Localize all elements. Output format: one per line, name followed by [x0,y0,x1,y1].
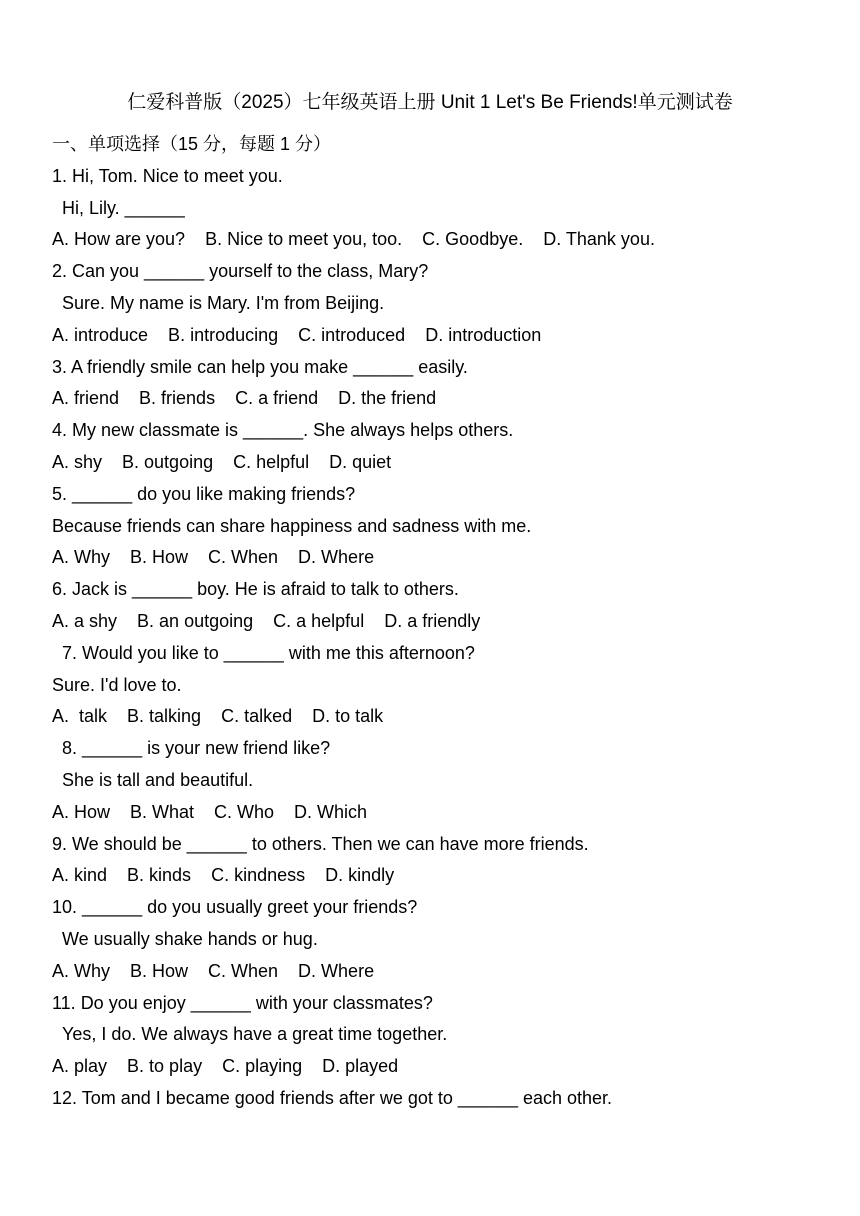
question-9-prompt: 9. We should be ______ to others. Then we can have more friends. [52,833,589,854]
question-11-prompt: 11. Do you enjoy ______ with your classmates? [52,992,433,1013]
question-8-response: She is tall and beautiful. [62,769,254,790]
question-6-options: A. a shy B. an outgoing C. a helpful D. a friendly [52,610,481,631]
question-4-options: A. shy B. outgoing C. helpful D. quiet [52,451,392,472]
question-7-response: Sure. I'd love to. [52,674,182,695]
question-8-options: A. How B. What C. Who D. Which [52,801,368,822]
section-heading: 一、单项选择（15 分，每题 1 分） [52,134,332,154]
question-4-prompt: 4. My new classmate is ______. She always helps others. [52,420,514,441]
question-2-response: Sure. My name is Mary. I'm from Beijing. [62,292,385,313]
question-1-response: Hi, Lily. ______ [62,197,185,218]
question-3-options: A. friend B. friends C. a friend D. the friend [52,388,437,409]
question-8-prompt: 8. ______ is your new friend like? [62,738,331,759]
question-3-prompt: 3. A friendly smile can help you make ______ easily. [52,356,468,377]
question-7-prompt: 7. Would you like to ______ with me this afternoon? [62,642,475,663]
question-5-response: Because friends can share happiness and sadness with me. [52,515,532,536]
question-2-prompt: 2. Can you ______ yourself to the class, Mary? [52,261,429,282]
question-1-options: A. How are you? B. Nice to meet you, too. C. Goodbye. D. Thank you. [52,229,655,250]
question-9-options: A. kind B. kinds C. kindness D. kindly [52,865,395,886]
question-6-prompt: 6. Jack is ______ boy. He is afraid to talk to others. [52,579,459,600]
question-10-options: A. Why B. How C. When D. Where [52,960,375,981]
question-12-prompt: 12. Tom and I became good friends after we got to ______ each other. [52,1087,613,1108]
question-5-prompt: 5. ______ do you like making friends? [52,483,356,504]
question-5-options: A. Why B. How C. When D. Where [52,547,375,568]
document-title: 仁爱科普版（2025）七年级英语上册 Unit 1 Let's Be Friends!单元测试卷 [127,92,733,113]
question-10-response: We usually shake hands or hug. [62,928,318,949]
question-11-options: A. play B. to play C. playing D. played [52,1056,399,1077]
question-11-response: Yes, I do. We always have a great time together. [62,1024,448,1045]
question-10-prompt: 10. ______ do you usually greet your friends? [52,897,418,918]
question-1-prompt: 1. Hi, Tom. Nice to meet you. [52,165,283,186]
question-list [52,129,842,1115]
question-7-options: A. talk B. talking C. talked D. to talk [52,706,384,727]
question-2-options: A. introduce B. introducing C. introduced D. introduction [52,324,542,345]
